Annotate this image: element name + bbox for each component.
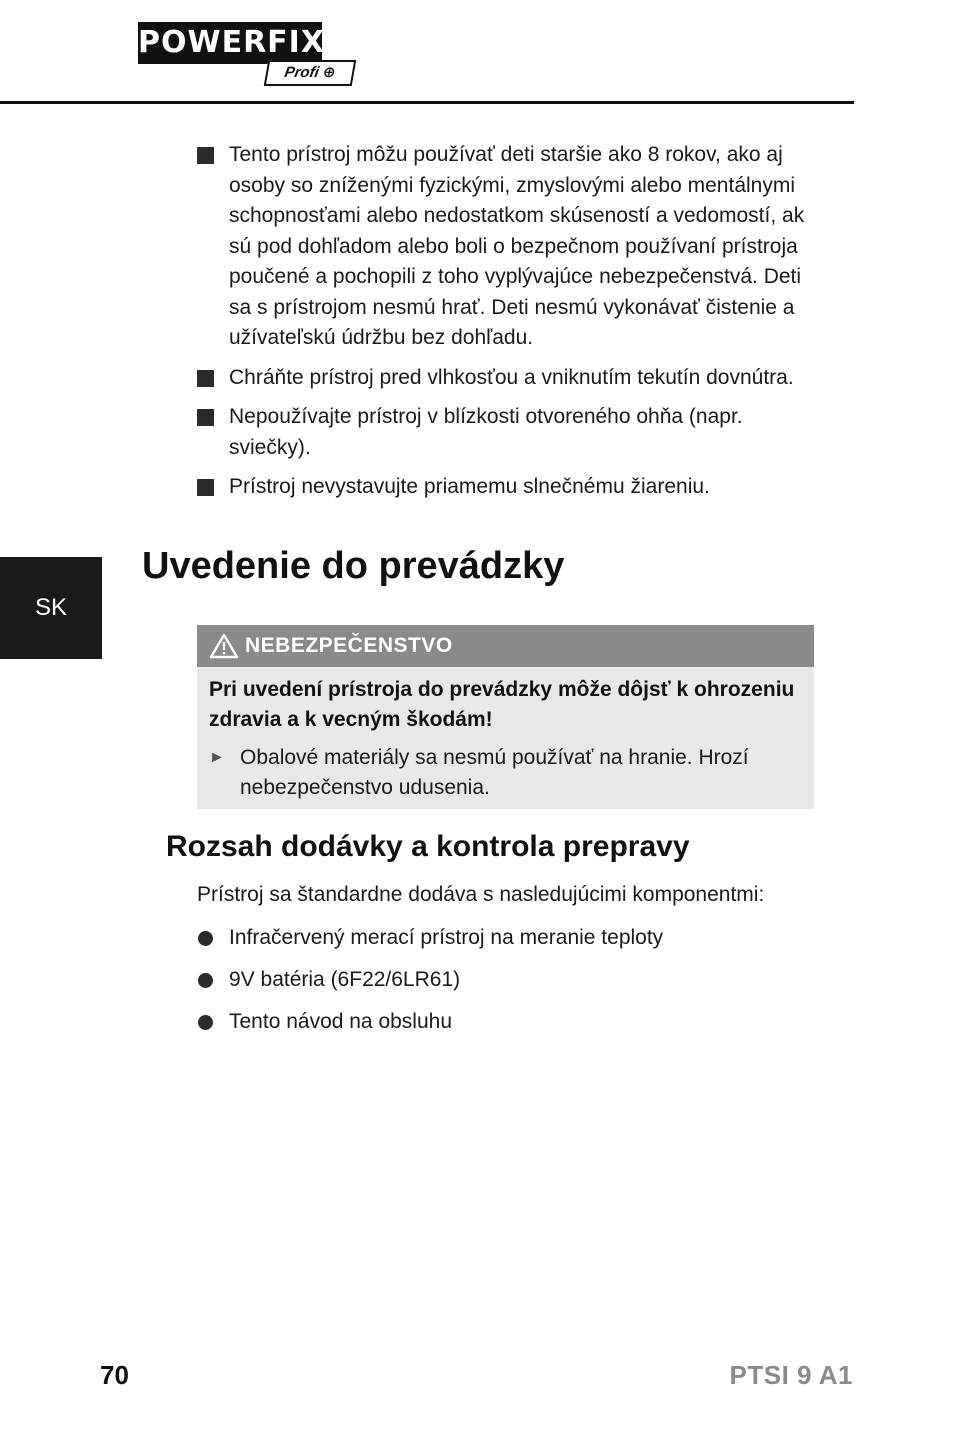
model-name: PTSI 9 A1 [729,1360,853,1390]
delivery-intro: Prístroj sa štandardne dodáva s nasledujúcimi komponentmi: [197,883,765,906]
list-item [197,472,817,503]
list-item [197,402,817,463]
subsection-title: Rozsah dodávky a kontrola prepravy [166,830,690,863]
language-tab: SK [0,557,102,659]
warning-triangle-icon [209,633,239,659]
bullet-text: Chráňte prístroj pred vlhkosťou a vniknutím tekutín dovnútra. [229,365,794,389]
section-title: Uvedenie do prevádzky [142,545,565,587]
warning-box [197,625,814,809]
square-bullet-icon [197,409,214,426]
bullet-text: Nepoužívajte prístroj v blízkosti otvoreného ohňa (napr. sviečky). [229,405,743,459]
list-item [197,363,817,394]
delivery-item-text: Tento návod na obsluhu [229,1010,453,1033]
square-bullet-icon [197,370,214,387]
delivery-item-text: 9V batéria (6F22/6LR61) [229,968,461,991]
square-bullet-icon [197,147,214,164]
round-bullet-icon [198,973,213,988]
round-bullet-icon [198,931,213,946]
delivery-item-list [197,923,817,1049]
logo-sub-brand-text: Profi [283,64,321,81]
warning-statement: Pri uvedení prístroja do prevádzky môže dôjsť k ohrozeniu zdravia a k vecným škodám! [209,678,795,731]
page-number: 70 [100,1360,129,1390]
square-bullet-icon [197,479,214,496]
logo-brand-text: POWERFIX [138,22,322,64]
round-bullet-icon [198,1015,213,1030]
header-divider [0,101,854,104]
list-item [197,965,817,996]
warning-instruction-text: Obalové materiály sa nesmú používať na hranie. Hrozí nebezpečenstvo udusenia. [240,746,749,799]
arrow-right-icon: ► [209,749,225,766]
bullet-text: Prístroj nevystavujte priamemu slnečnému žiareniu. [229,475,710,498]
warning-instruction [209,743,802,803]
warning-label: NEBEZPEČENSTVO [245,634,453,657]
bullet-text: Tento prístroj môžu používať deti staršie ako 8 rokov, ako aj osoby so zníženými fyzickými, zmyslovými alebo mentálnymi schopnosťami alebo nedostatkom skúseností a vedomostí, ak sú pod dohľadom alebo boli o bezpečnom používaní prístroja poučené a pochopili z toho vyplývajúce nebezpečenstvá. Deti sa s prístrojom nesmú hrať. Deti nesmú vykonávať čistenie a užívateľskú údržbu bez dohľadu. [229,143,805,349]
logo-sub-brand: Profi ⊕ [264,60,357,86]
brand-logo [138,22,356,84]
warning-header [197,625,814,667]
list-item [197,923,817,954]
list-item [197,1007,817,1038]
delivery-item-text: Infračervený merací prístroj na meranie teploty [229,926,664,949]
list-item [197,140,817,354]
safety-bullet-list [197,140,817,512]
